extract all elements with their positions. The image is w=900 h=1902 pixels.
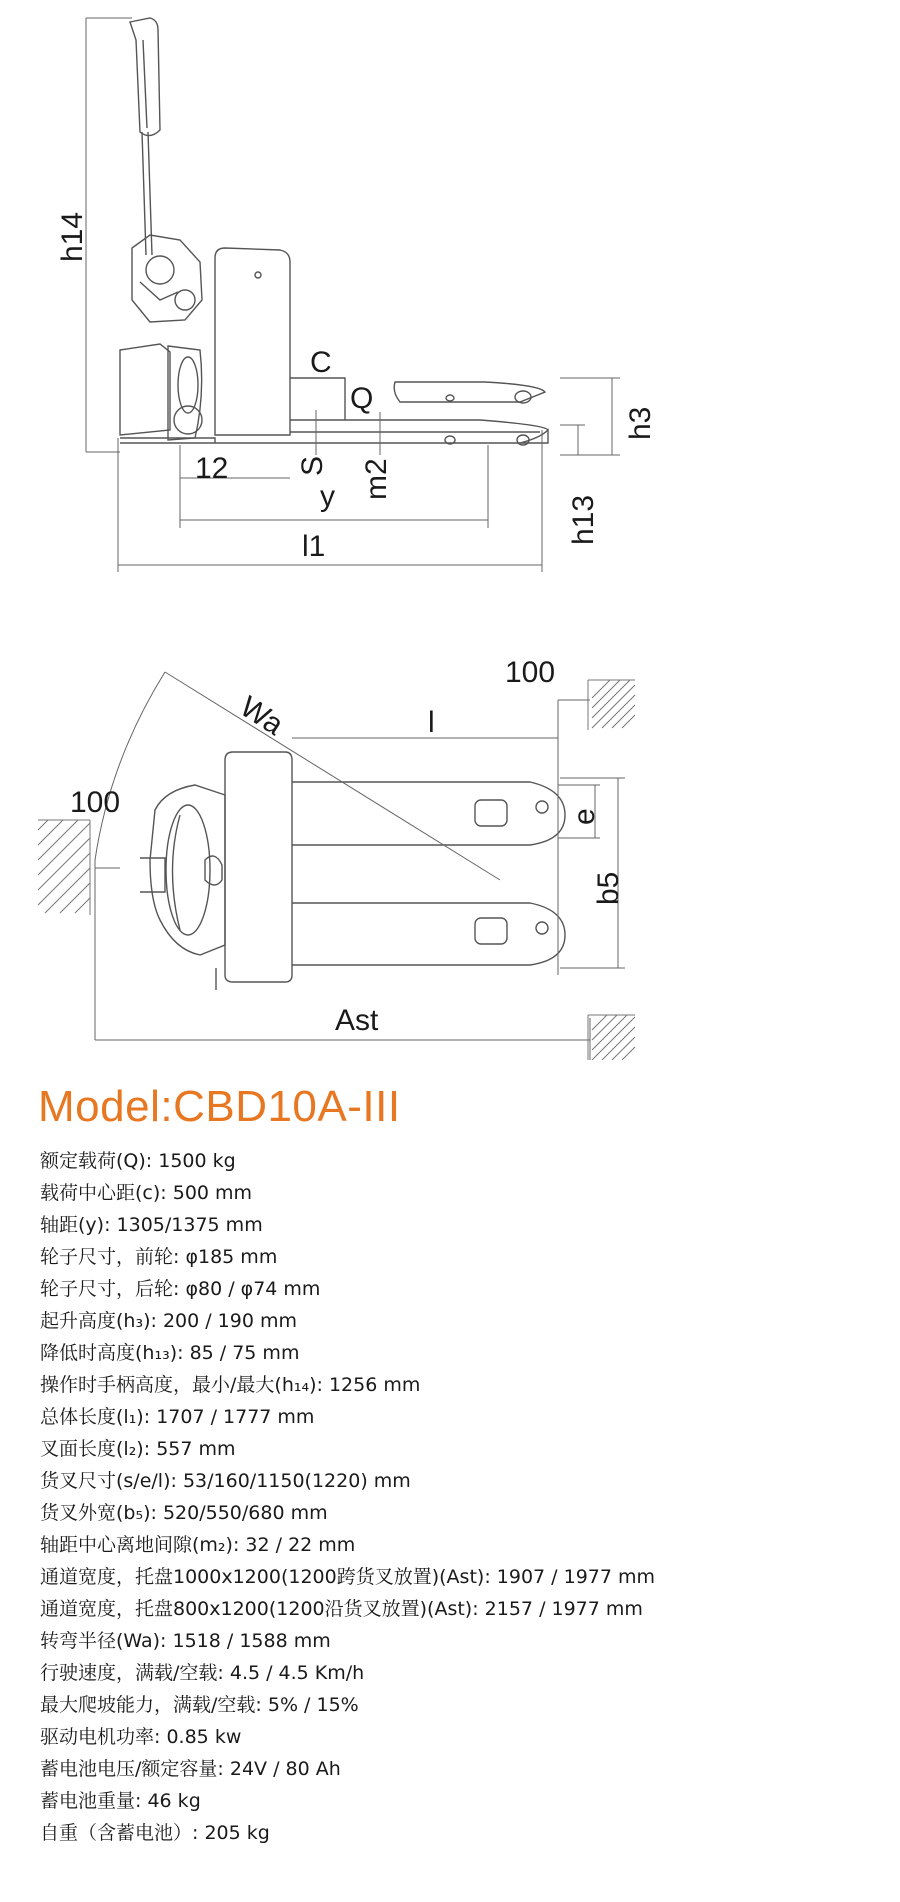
spec-item <box>40 1785 655 1817</box>
spec-item <box>40 1657 655 1689</box>
spec-value: 1500 kg <box>158 1150 236 1172</box>
spec-value: 500 mm <box>172 1182 253 1204</box>
spec-label: 操作时手柄高度，最小/最大(h₁₄) : <box>40 1374 329 1396</box>
spec-value: 53/160/1150(1220) mm <box>182 1470 411 1492</box>
spec-value: φ185 mm <box>185 1246 278 1268</box>
label-m2: m2 <box>360 458 393 500</box>
spec-value: 1707 / 1777 mm <box>156 1406 315 1428</box>
spec-value: 557 mm <box>156 1438 236 1460</box>
spec-label: 轴距中心离地间隙(m₂) : <box>40 1534 245 1556</box>
spec-item <box>40 1273 655 1305</box>
label-e: e <box>568 808 601 825</box>
spec-label: 叉面长度(l₂) : <box>40 1438 156 1460</box>
wall-hatch-top-right <box>588 680 635 730</box>
label-l2: 12 <box>195 452 229 485</box>
spec-value: 1907 / 1977 mm <box>496 1566 656 1588</box>
label-h13: h13 <box>567 494 600 545</box>
spec-value: φ80 / φ74 mm <box>185 1278 321 1300</box>
spec-label: 通道宽度，托盘800x1200(1200沿货叉放置)(Ast) : <box>40 1598 485 1620</box>
spec-label: 蓄电池重量 : <box>40 1790 147 1812</box>
spec-label: 通道宽度，托盘1000x1200(1200跨货叉放置)(Ast) : <box>40 1566 497 1588</box>
spec-value: 4.5 / 4.5 Km/h <box>229 1662 365 1684</box>
spec-item <box>40 1561 655 1593</box>
spec-item <box>40 1721 655 1753</box>
label-l1: l1 <box>302 530 326 563</box>
spec-label: 降低时高度(h₁₃) : <box>40 1342 190 1364</box>
spec-value: 2157 / 1977 mm <box>484 1598 643 1620</box>
spec-value: 46 kg <box>147 1790 201 1812</box>
label-h3: h3 <box>624 406 657 440</box>
spec-label: 总体长度(l₁) : <box>40 1406 156 1428</box>
spec-label: 轮子尺寸，后轮 : <box>40 1278 185 1300</box>
spec-value: 1256 mm <box>328 1374 421 1396</box>
spec-label: 蓄电池电压/额定容量 : <box>40 1758 230 1780</box>
spec-item <box>40 1209 655 1241</box>
spec-value: 520/550/680 mm <box>162 1502 328 1524</box>
label-y: y <box>320 480 335 513</box>
spec-item <box>40 1817 655 1849</box>
label-clearance-right: 100 <box>505 656 556 689</box>
label-clearance-left: 100 <box>70 786 121 819</box>
spec-value: 24V / 80 Ah <box>229 1758 341 1780</box>
spec-label: 额定载荷(Q) : <box>40 1150 158 1172</box>
label-l: l <box>428 706 435 739</box>
spec-label: 行驶速度，满载/空载 : <box>40 1662 230 1684</box>
spec-item <box>40 1305 655 1337</box>
spec-item <box>40 1433 655 1465</box>
spec-label: 载荷中心距(c) : <box>40 1182 173 1204</box>
top-view-truck <box>140 752 565 990</box>
spec-item <box>40 1337 655 1369</box>
label-c: C <box>310 346 332 379</box>
model-title: Model:CBD10A-III <box>38 1082 401 1131</box>
spec-label: 转弯半径(Wa) : <box>40 1630 173 1652</box>
wall-hatch-left <box>38 820 90 915</box>
spec-item <box>40 1625 655 1657</box>
label-s: S <box>296 455 329 476</box>
spec-item <box>40 1689 655 1721</box>
spec-label: 货叉尺寸(s/e/l) : <box>40 1470 183 1492</box>
side-view-dimensions <box>86 18 620 572</box>
spec-item <box>40 1497 655 1529</box>
label-ast: Ast <box>335 1004 379 1037</box>
label-b5: b5 <box>592 871 625 905</box>
spec-label: 最大爬坡能力，满载/空载 : <box>40 1694 268 1716</box>
spec-label: 轮子尺寸，前轮 : <box>40 1246 185 1268</box>
spec-item <box>40 1529 655 1561</box>
label-q: Q <box>350 382 374 415</box>
spec-value: 5% / 15% <box>267 1694 359 1716</box>
spec-item <box>40 1593 655 1625</box>
spec-item <box>40 1145 655 1177</box>
top-view-dimensions <box>95 672 625 1060</box>
spec-item <box>40 1401 655 1433</box>
spec-label: 起升高度(h₃) : <box>40 1310 163 1332</box>
spec-item <box>40 1465 655 1497</box>
spec-value: 205 kg <box>204 1822 270 1844</box>
spec-label: 轴距(y) : <box>40 1214 117 1236</box>
spec-value: 32 / 22 mm <box>245 1534 356 1556</box>
spec-item <box>40 1369 655 1401</box>
spec-item <box>40 1177 655 1209</box>
wall-hatch-bottom-right <box>588 1015 635 1060</box>
label-wa: Wa <box>234 690 289 742</box>
spec-value: 85 / 75 mm <box>189 1342 300 1364</box>
side-view-truck <box>120 18 548 445</box>
spec-label: 货叉外宽(b₅) : <box>40 1502 163 1524</box>
label-h14: h14 <box>56 211 89 262</box>
spec-label: 自重（含蓄电池） : <box>40 1822 204 1844</box>
spec-item <box>40 1753 655 1785</box>
spec-item <box>40 1241 655 1273</box>
spec-label: 驱动电机功率 : <box>40 1726 166 1748</box>
spec-value: 1518 / 1588 mm <box>172 1630 331 1652</box>
spec-list <box>40 1145 655 1849</box>
spec-value: 1305/1375 mm <box>116 1214 263 1236</box>
spec-value: 200 / 190 mm <box>162 1310 298 1332</box>
spec-value: 0.85 kw <box>166 1726 242 1748</box>
